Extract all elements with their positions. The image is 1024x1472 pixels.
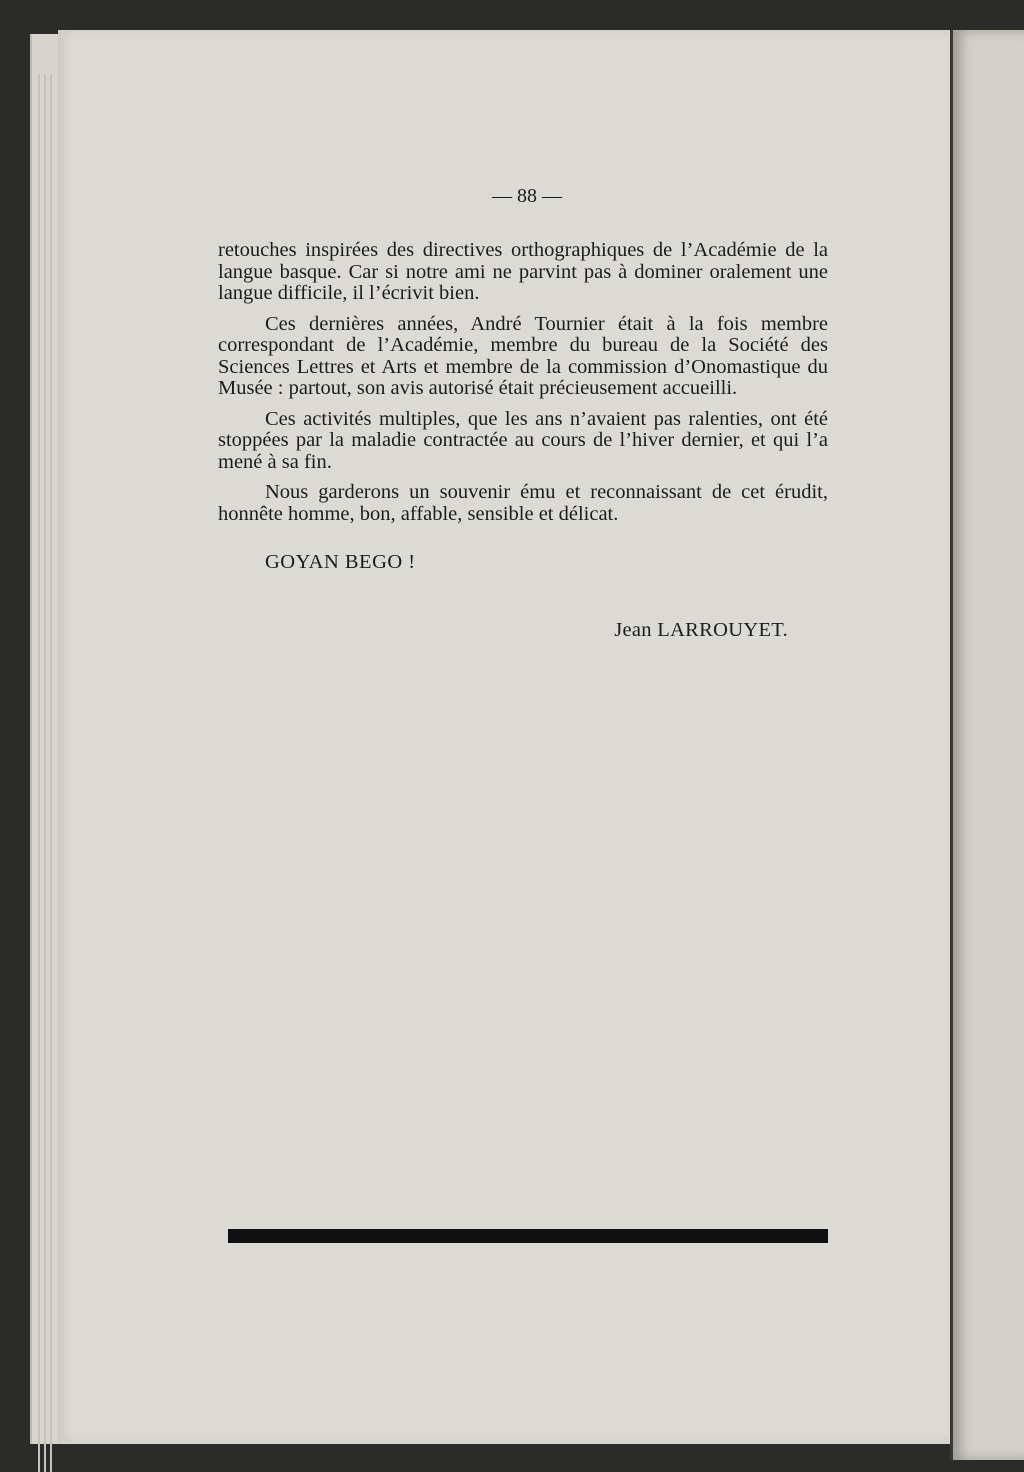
page-edge-line xyxy=(38,74,40,1472)
paragraph: Ces dernières années, André Tournier était à la fois membre correspondant de l’Académie, membre du bureau de la Société des Sciences Lettres et Arts et membre de la commission d’Onomastique du Musée : partout, son avis autorisé était précieusement accueilli. xyxy=(218,312,828,399)
closing-rule xyxy=(228,1229,828,1243)
page-number: — 88 — xyxy=(492,185,562,207)
page-text-block xyxy=(218,184,828,641)
motto: GOYAN BEGO ! xyxy=(265,551,416,573)
author-signature: Jean LARROUYET. xyxy=(614,618,788,641)
paragraph: Ces activités multiples, que les ans n’avaient pas ralenties, ont été stoppées par la maladie contractée au cours de l’hiver dernier, et qui l’a mené à sa fin. xyxy=(218,407,828,473)
page-edge-line xyxy=(44,74,46,1472)
paragraph-continuation: retouches inspirées des directives orthographiques de l’Académie de la langue basque. Car si notre ami ne parvint pas à dominer oralement une langue difficile, il l’écrivit bien. xyxy=(218,239,828,304)
page-edge-line xyxy=(50,74,52,1472)
paragraph: Nous garderons un souvenir ému et reconnaissant de cet érudit, honnête homme, bon, affable, sensible et délicat. xyxy=(218,481,828,525)
facing-page-edge xyxy=(950,30,1024,1460)
